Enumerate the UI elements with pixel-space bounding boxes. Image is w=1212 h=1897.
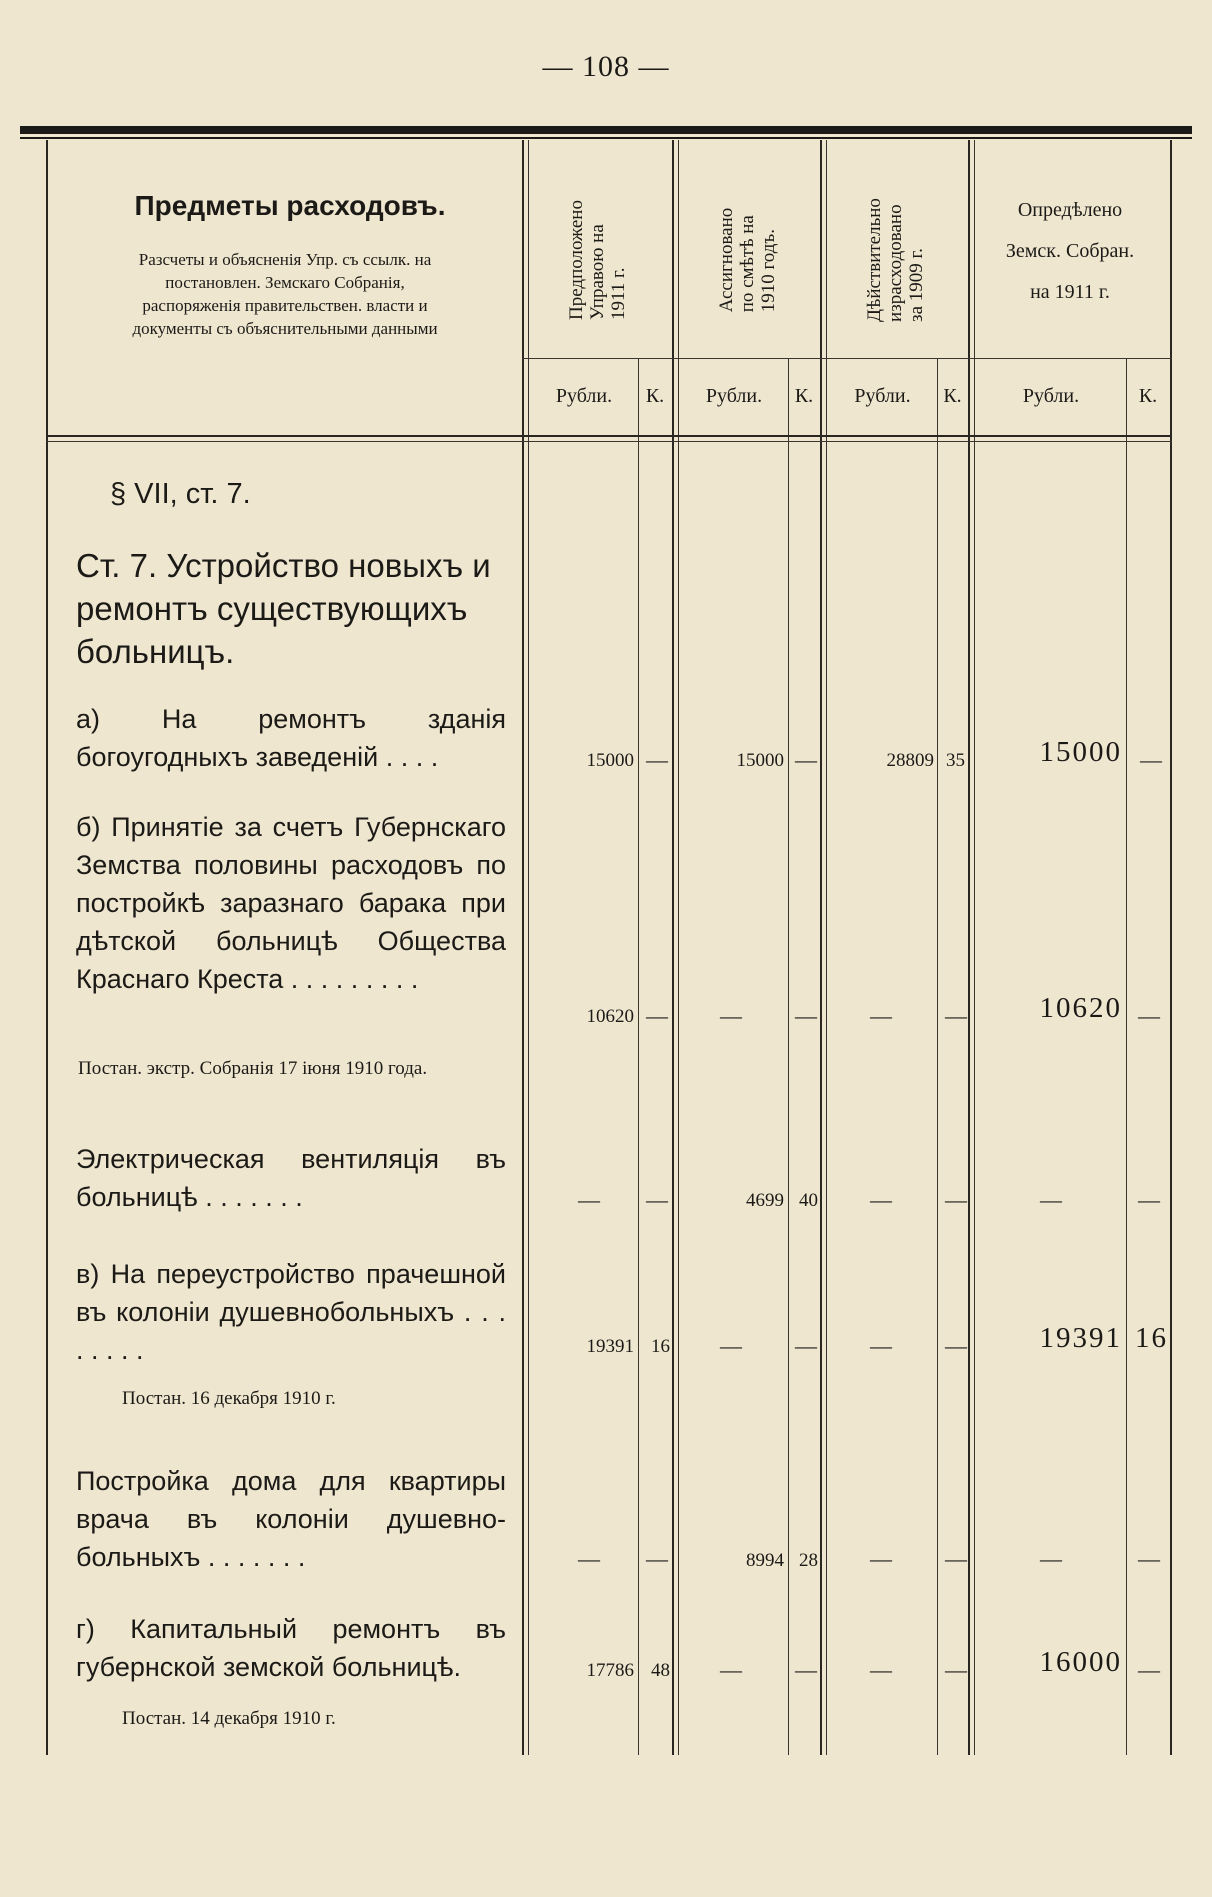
col-proposed-header xyxy=(527,185,667,335)
row-g-c1r: 17786 xyxy=(586,1660,634,1681)
col-assigned-header xyxy=(677,185,817,335)
row-v-c1k: 16 xyxy=(651,1336,670,1357)
unit-kop-3: К. xyxy=(943,385,962,407)
row-b-note: Постан. экстр. Собранія 17 іюня 1910 года. xyxy=(78,1058,428,1079)
row-a-c1r: 15000 xyxy=(586,750,634,771)
row-g-c4r: 16000 xyxy=(1039,1646,1122,1678)
top-rule-thin xyxy=(20,137,1192,139)
row-vent-text: Электрическая вентиляція въ больницѣ . . . . . . . xyxy=(76,1144,506,1212)
col-determined-header xyxy=(975,190,1165,313)
row-b-c3r: — xyxy=(870,1003,892,1028)
row-g-c2k: — xyxy=(795,1657,817,1682)
row-g-c3r: — xyxy=(870,1657,892,1682)
unit-rub-1: Рубли. xyxy=(555,385,613,407)
row-a-c3k: 35 xyxy=(946,750,965,771)
row-a-c2k: — xyxy=(795,747,817,772)
kop-divider-3 xyxy=(937,358,938,1755)
row-b-c1k: — xyxy=(646,1003,668,1028)
top-rule xyxy=(20,126,1192,134)
col-divider-4 xyxy=(968,140,970,1755)
row-b-c4r: 10620 xyxy=(1039,992,1122,1024)
table-border-left xyxy=(46,140,48,1755)
row-a-c2r: 15000 xyxy=(736,750,784,771)
header-bottom-line-2 xyxy=(46,441,1172,442)
row-b-c3k: — xyxy=(945,1003,967,1028)
row-g-c3k: — xyxy=(945,1657,967,1682)
row-b-c4k: — xyxy=(1138,1003,1160,1028)
column-subtitle: Разсчеты и объясненія Упр. съ ссылк. на постановлен. Земскаго Собранія, распоряженія правительствен. власти и документы съ объяснительными данными xyxy=(132,250,438,338)
kop-divider-1 xyxy=(638,358,639,1755)
row-house-c4k: — xyxy=(1138,1546,1160,1571)
row-v-c2r: — xyxy=(720,1333,742,1358)
row-g-c4k: — xyxy=(1138,1657,1160,1682)
col-divider-1b xyxy=(528,140,529,1755)
row-b-text: б) Принятіе за счетъ Губернскаго Земства половины расходовъ по постройкѣ заразнаго барака при дѣтской больницѣ Общества Краснаго Креста . . . . . . . . . xyxy=(76,812,506,994)
row-vent-c4r: — xyxy=(1040,1187,1062,1212)
row-house-text: Постройка дома для квартиры врача въ колоніи душевно-больныхъ . . . . . . . xyxy=(76,1466,506,1572)
row-vent-c1r: — xyxy=(578,1187,600,1212)
row-house-c2k: 28 xyxy=(799,1550,818,1571)
col-divider-2 xyxy=(672,140,674,1755)
row-g-c2r: — xyxy=(720,1657,742,1682)
row-v-c4r: 19391 xyxy=(1039,1322,1122,1354)
unit-kop-2: К. xyxy=(794,385,814,407)
section-title: § VII, ст. 7. xyxy=(110,478,251,510)
units-top-line xyxy=(522,358,1172,359)
col-assigned-label: Ассигновано по смѣтѣ на 1910 годъ. xyxy=(715,207,779,313)
row-vent-c1k: — xyxy=(646,1187,668,1212)
kop-divider-4 xyxy=(1126,358,1127,1755)
row-vent-c4k: — xyxy=(1138,1187,1160,1212)
section-heading: Ст. 7. Устройство новыхъ и ремонтъ существующихъ больницъ. xyxy=(76,547,491,670)
row-g-c1k: 48 xyxy=(651,1660,670,1681)
row-a-text: а) На ремонтъ зданія богоугодныхъ заведеній . . . . xyxy=(76,704,506,772)
row-b-c1r: 10620 xyxy=(586,1006,634,1027)
row-v-c3r: — xyxy=(870,1333,892,1358)
row-house-c1k: — xyxy=(646,1546,668,1571)
row-v-note: Постан. 16 декабря 1910 г. xyxy=(122,1388,336,1409)
row-v-text: в) На переустройство прачешной въ колоніи душевнобольныхъ . . . . . . . . xyxy=(76,1259,506,1365)
col-determined-l1: Опредѣлено xyxy=(1017,199,1123,221)
header-bottom-line xyxy=(46,435,1172,437)
col-divider-3 xyxy=(820,140,822,1755)
unit-rub-2: Рубли. xyxy=(705,385,763,407)
col-divider-3b xyxy=(826,140,827,1755)
page-number: — 108 — xyxy=(542,50,670,83)
row-b-c2r: — xyxy=(720,1003,742,1028)
row-g-note: Постан. 14 декабря 1910 г. xyxy=(122,1708,336,1729)
column-title: Предметы расходовъ. xyxy=(134,190,446,221)
row-v-c3k: — xyxy=(945,1333,967,1358)
col-divider-2b xyxy=(678,140,679,1755)
col-determined-l2: Земск. Собран. xyxy=(1005,240,1135,262)
col-proposed-label: Предположено Управою на 1911 г. xyxy=(565,200,629,320)
table-border-right xyxy=(1170,140,1172,1755)
kop-divider-2 xyxy=(788,358,789,1755)
row-vent-c3r: — xyxy=(870,1187,892,1212)
row-house-c2r: 8994 xyxy=(746,1550,784,1571)
row-house-c1r: — xyxy=(578,1546,600,1571)
row-a-c4r: 15000 xyxy=(1039,736,1122,768)
col-divider-1 xyxy=(522,140,524,1755)
unit-rub-4: Рубли. xyxy=(1022,385,1080,407)
row-g-text: г) Капитальный ремонтъ въ губернской земской больницѣ. xyxy=(76,1614,506,1682)
row-a-c3r: 28809 xyxy=(886,750,934,771)
row-v-c1r: 19391 xyxy=(586,1336,634,1357)
row-vent-c2r: 4699 xyxy=(746,1190,784,1211)
unit-kop-1: К. xyxy=(645,385,665,407)
row-house-c3r: — xyxy=(870,1546,892,1571)
row-b-c2k: — xyxy=(795,1003,817,1028)
row-a-c4k: — xyxy=(1140,747,1162,772)
col-determined-l3: на 1911 г. xyxy=(1030,281,1110,303)
col-divider-4b xyxy=(974,140,975,1755)
row-v-c2k: — xyxy=(795,1333,817,1358)
unit-rub-3: Рубли. xyxy=(854,385,911,407)
row-house-c3k: — xyxy=(945,1546,967,1571)
unit-kop-4: К. xyxy=(1138,385,1158,407)
col-spent-header xyxy=(825,185,965,335)
row-vent-c3k: — xyxy=(945,1187,967,1212)
col-spent-label: Дѣйствительно израсходовано за 1909 г. xyxy=(863,198,927,322)
row-a-c1k: — xyxy=(646,747,668,772)
row-v-c4k: 16 xyxy=(1135,1322,1168,1354)
row-house-c4r: — xyxy=(1040,1546,1062,1571)
row-vent-c2k: 40 xyxy=(799,1190,818,1211)
